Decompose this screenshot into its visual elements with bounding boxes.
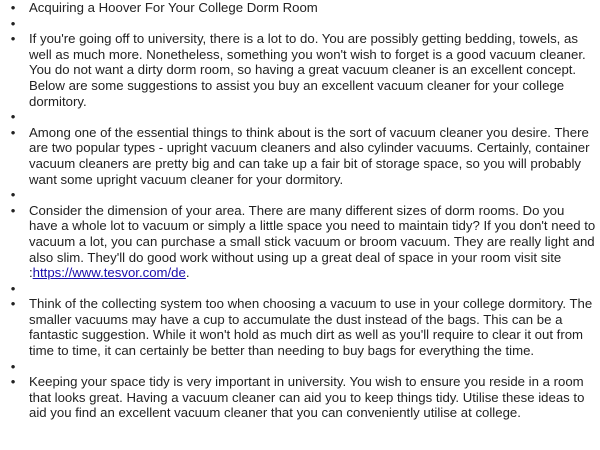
- bullet-icon: •: [10, 187, 16, 203]
- bullet-icon: •: [10, 280, 16, 296]
- list-item-empty: [0, 187, 600, 203]
- bullet-icon: •: [10, 296, 16, 312]
- list-item-paragraph: [0, 125, 600, 187]
- list-item-empty: [0, 109, 600, 125]
- bullet-icon: •: [10, 0, 16, 15]
- bullet-icon: •: [10, 374, 16, 390]
- bullet-icon: •: [10, 15, 16, 31]
- bullet-icon: •: [10, 358, 16, 374]
- document-title: Acquiring a Hoover For Your College Dorm Room: [29, 0, 318, 15]
- bullet-icon: •: [10, 109, 16, 125]
- bullet-icon: •: [10, 202, 16, 218]
- paragraph-end: .: [185, 265, 190, 281]
- list-item-empty: [0, 359, 600, 375]
- list-item-paragraph: [0, 203, 600, 281]
- list-item-empty: [0, 16, 600, 32]
- bullet-icon: •: [10, 31, 16, 47]
- paragraph-text: Keeping your space tidy is very important in university. You wish to ensure you reside in a room that looks great. Having a vacuum cleaner can aid you to keep things tidy. Utilise these ideas to aid you find an excellent vacuum cleaner that you can conveniently utilise at college.: [29, 374, 585, 421]
- paragraph-text: Think of the collecting system too when choosing a vacuum to use in your college dormitory. The smaller vacuums may have a cup to accumulate the dust instead of the bags. This can be a fantastic suggestion. While it won't hold as much dirt as well as you'll require to clear it out from time to time, it can certainly be better than needing to buy bags for everything the time.: [29, 296, 593, 359]
- bullet-icon: •: [10, 124, 16, 140]
- list-item-paragraph: [0, 31, 600, 109]
- list-item-paragraph: [0, 374, 600, 421]
- tesvor-link[interactable]: https://www.tesvor.com/de: [32, 265, 186, 281]
- list-item-empty: [0, 281, 600, 297]
- paragraph-text: If you're going off to university, there is a lot to do. You are possibly getting bedding, towels, as well as much more. Nonetheless, something you won't wish to forget is a good vacuum cleaner. You do not want a dirty dorm room, so having a great vacuum cleaner is an excellent concept. Below are some suggestions to assist you buy an excellent vacuum cleaner for your college dormitory.: [29, 31, 586, 109]
- list-item-title: [0, 0, 600, 16]
- list-item-paragraph: [0, 296, 600, 358]
- paragraph-text: Consider the dimension of your area. There are many different sizes of dorm rooms. Do you have a whole lot to vacuum or simply a little space you need to maintain tidy? If you don't need to vacuum a lot, you can purchase a small stick vacuum or broom vacuum. They are really light and also slim. They'll do good work without using up a great deal of space in your room visit site :: [29, 202, 596, 281]
- paragraph-text: Among one of the essential things to think about is the sort of vacuum cleaner you desire. There are two popular types - upright vacuum cleaners and also cylinder vacuums. Certainly, container vacuum cleaners are pretty big and can take up a fair bit of storage space, so you will probably want some upright vacuum cleaner for your dormitory.: [29, 124, 590, 187]
